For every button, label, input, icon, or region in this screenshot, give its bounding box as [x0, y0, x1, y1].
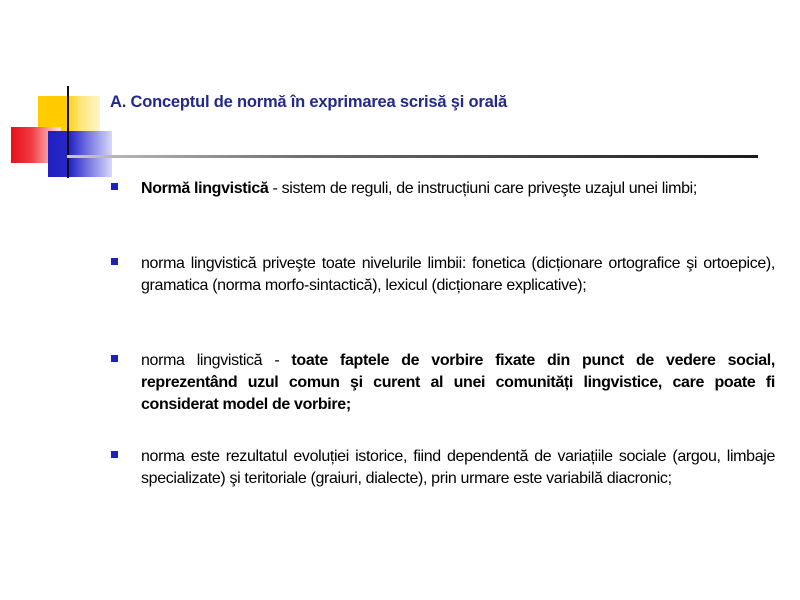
- bullet-term: Normă lingvistică: [141, 180, 269, 197]
- square-bullet-icon: [111, 258, 118, 265]
- square-bullet-icon: [111, 355, 118, 362]
- bullet-text: norma este rezultatul evoluției istorice, fiind dependentă de variațiile sociale (argou, limbaje specializate) şi teritoriale (graiuri, dialecte), prin urmare este variabilă diacronic;: [141, 448, 775, 487]
- bullet-definition: - sistem de reguli, de instrucțiuni care priveşte uzajul unei limbi;: [268, 180, 697, 197]
- square-bullet-icon: [111, 451, 118, 458]
- bullet-text: norma lingvistică priveşte toate nivelurile limbii: fonetica (dicționare ortografice şi ortoepice), gramatica (norma morfo-sintactică), lexicul (dicționare explicative);: [141, 255, 775, 294]
- bullet-lead: norma lingvistică -: [141, 352, 292, 369]
- bullet-emphasis: toate faptele de vorbire fixate din punct de vedere social, reprezentând uzul comun şi curent al unei comunități lingvistice, care poate fi considerat model de vorbire;: [141, 352, 775, 413]
- title-underline: [67, 155, 758, 158]
- decor-vertical-line: [67, 86, 69, 178]
- bullet-text: [141, 350, 775, 416]
- slide-title: A. Conceptul de normă în exprimarea scrisă şi orală: [110, 93, 507, 111]
- bullet-text: [141, 178, 775, 200]
- square-bullet-icon: [111, 183, 118, 190]
- decor-blue-square: [48, 131, 112, 177]
